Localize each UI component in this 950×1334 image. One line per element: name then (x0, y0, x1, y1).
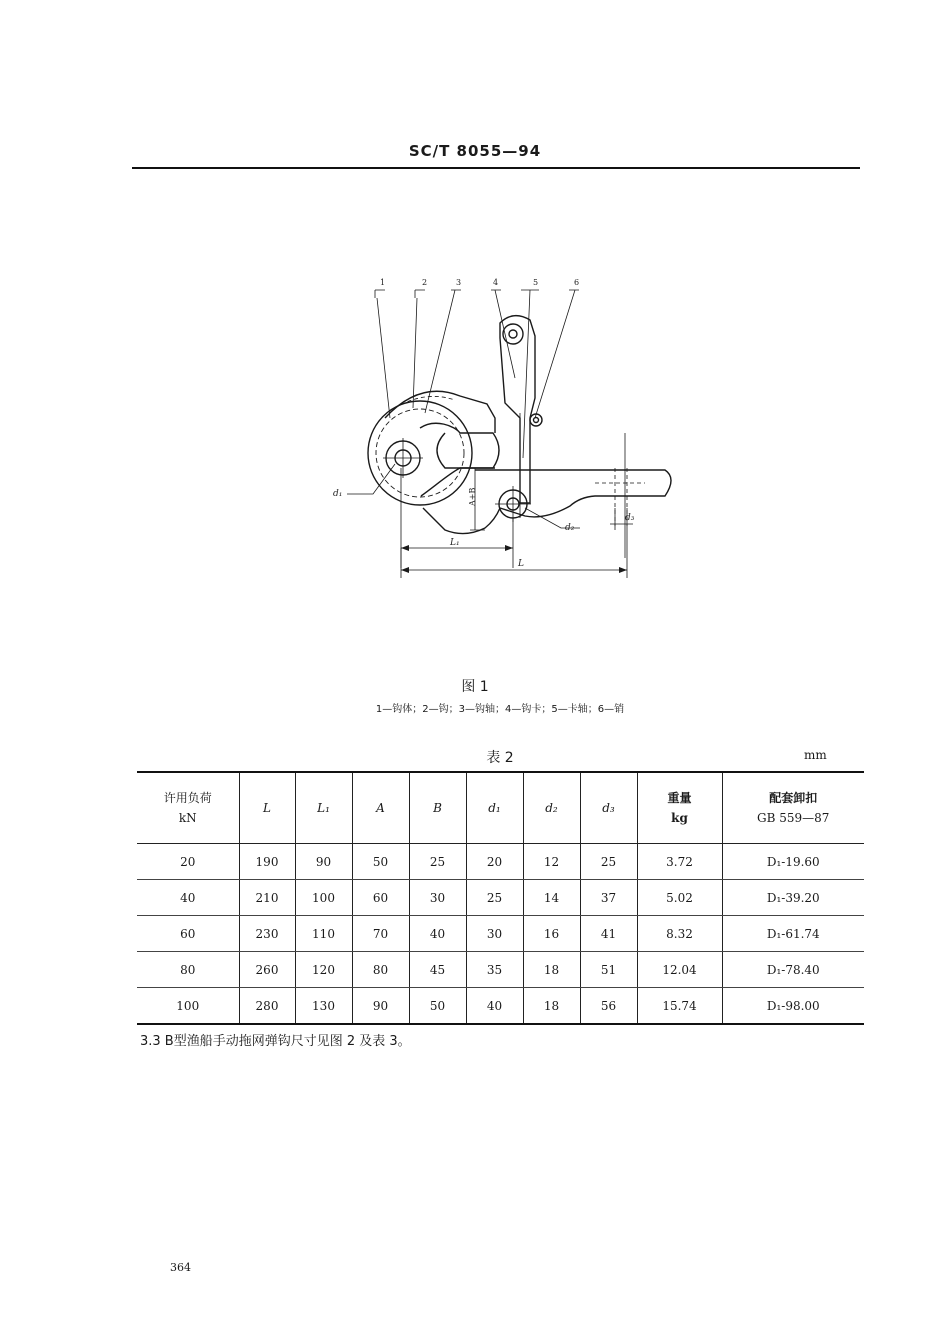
cell-d2: 12 (523, 844, 580, 880)
cell-weight: 8.32 (637, 916, 722, 952)
leader-label-5: 5 (533, 278, 539, 287)
cell-b: 50 (409, 988, 466, 1025)
cell-load: 100 (137, 988, 239, 1025)
cell-d1: 25 (466, 880, 523, 916)
cell-d2: 18 (523, 988, 580, 1025)
header-weight (637, 772, 722, 844)
leader-label-4: 4 (493, 278, 499, 287)
cell-l1: 100 (295, 880, 352, 916)
header-d2: d₂ (523, 772, 580, 844)
leader-label-1: 1 (380, 278, 386, 287)
header-weight-label: 重量 (667, 791, 692, 805)
cell-load: 20 (137, 844, 239, 880)
table-row (137, 952, 864, 988)
cell-shackle: D₁-61.74 (722, 916, 864, 952)
header-shackle (722, 772, 864, 844)
cell-l: 260 (239, 952, 295, 988)
header-shackle-label: 配套卸扣 (769, 791, 818, 805)
header-b: B (409, 772, 466, 844)
header-load (137, 772, 239, 844)
cell-weight: 3.72 (637, 844, 722, 880)
header-rule (132, 167, 860, 169)
hook-drawing (325, 268, 685, 588)
cell-a: 90 (352, 988, 409, 1025)
cell-d1: 30 (466, 916, 523, 952)
cell-d2: 16 (523, 916, 580, 952)
dim-d2-label: d₂ (565, 523, 575, 533)
cell-a: 50 (352, 844, 409, 880)
header-shackle-std: GB 559—87 (757, 811, 830, 825)
cell-b: 45 (409, 952, 466, 988)
cell-d3: 51 (580, 952, 637, 988)
page-number: 364 (170, 1261, 191, 1274)
cell-weight: 5.02 (637, 880, 722, 916)
figure-title: 图 1 (461, 679, 489, 695)
cell-d3: 25 (580, 844, 637, 880)
leader-label-2: 2 (422, 278, 428, 287)
standard-code-header: SC/T 8055—94 (408, 142, 542, 160)
dimension-table (137, 771, 864, 1025)
header-l: L (239, 772, 295, 844)
cell-l1: 110 (295, 916, 352, 952)
cell-weight: 15.74 (637, 988, 722, 1025)
cell-shackle: D₁-78.40 (722, 952, 864, 988)
table-title: 表 2 (486, 750, 514, 766)
header-a: A (352, 772, 409, 844)
cell-d3: 41 (580, 916, 637, 952)
cell-load: 40 (137, 880, 239, 916)
table-unit: mm (804, 748, 827, 762)
cell-l: 190 (239, 844, 295, 880)
cell-l: 230 (239, 916, 295, 952)
cell-l1: 120 (295, 952, 352, 988)
clause-3-3-paragraph: 3.3 B型渔船手动拖网弹钩尺寸见图 2 及表 3。 (140, 1034, 411, 1049)
dim-l1-label: L₁ (450, 538, 460, 548)
cell-b: 30 (409, 880, 466, 916)
leader-label-6: 6 (574, 278, 580, 287)
header-d3: d₃ (580, 772, 637, 844)
dim-d1-label: d₁ (333, 489, 343, 499)
header-weight-unit: kg (671, 811, 688, 825)
cell-shackle: D₁-98.00 (722, 988, 864, 1025)
cell-a: 60 (352, 880, 409, 916)
table-row (137, 844, 864, 880)
table-row (137, 988, 864, 1025)
header-d1: d₁ (466, 772, 523, 844)
leader-label-3: 3 (456, 278, 462, 287)
cell-load: 60 (137, 916, 239, 952)
table-row (137, 916, 864, 952)
cell-d1: 20 (466, 844, 523, 880)
cell-weight: 12.04 (637, 952, 722, 988)
cell-d3: 37 (580, 880, 637, 916)
dim-d3-label: d₃ (625, 513, 635, 523)
dim-a-plus-b: A+B (468, 487, 477, 506)
cell-shackle: D₁-19.60 (722, 844, 864, 880)
cell-b: 40 (409, 916, 466, 952)
cell-d1: 35 (466, 952, 523, 988)
cell-l: 210 (239, 880, 295, 916)
cell-load: 80 (137, 952, 239, 988)
cell-l1: 90 (295, 844, 352, 880)
cell-a: 70 (352, 916, 409, 952)
table-header-row (137, 772, 864, 844)
table-row (137, 880, 864, 916)
cell-d2: 18 (523, 952, 580, 988)
cell-b: 25 (409, 844, 466, 880)
cell-d1: 40 (466, 988, 523, 1025)
header-load-label: 许用负荷 (163, 791, 212, 805)
cell-a: 80 (352, 952, 409, 988)
cell-l1: 130 (295, 988, 352, 1025)
header-load-unit: kN (178, 811, 197, 825)
figure-legend: 1—钩体；2—钩；3—钩轴；4—钩卡；5—卡轴；6—销 (375, 704, 625, 715)
header-l1: L₁ (295, 772, 352, 844)
cell-l: 280 (239, 988, 295, 1025)
cell-d2: 14 (523, 880, 580, 916)
cell-d3: 56 (580, 988, 637, 1025)
dim-l-label: L (518, 559, 524, 569)
cell-shackle: D₁-39.20 (722, 880, 864, 916)
